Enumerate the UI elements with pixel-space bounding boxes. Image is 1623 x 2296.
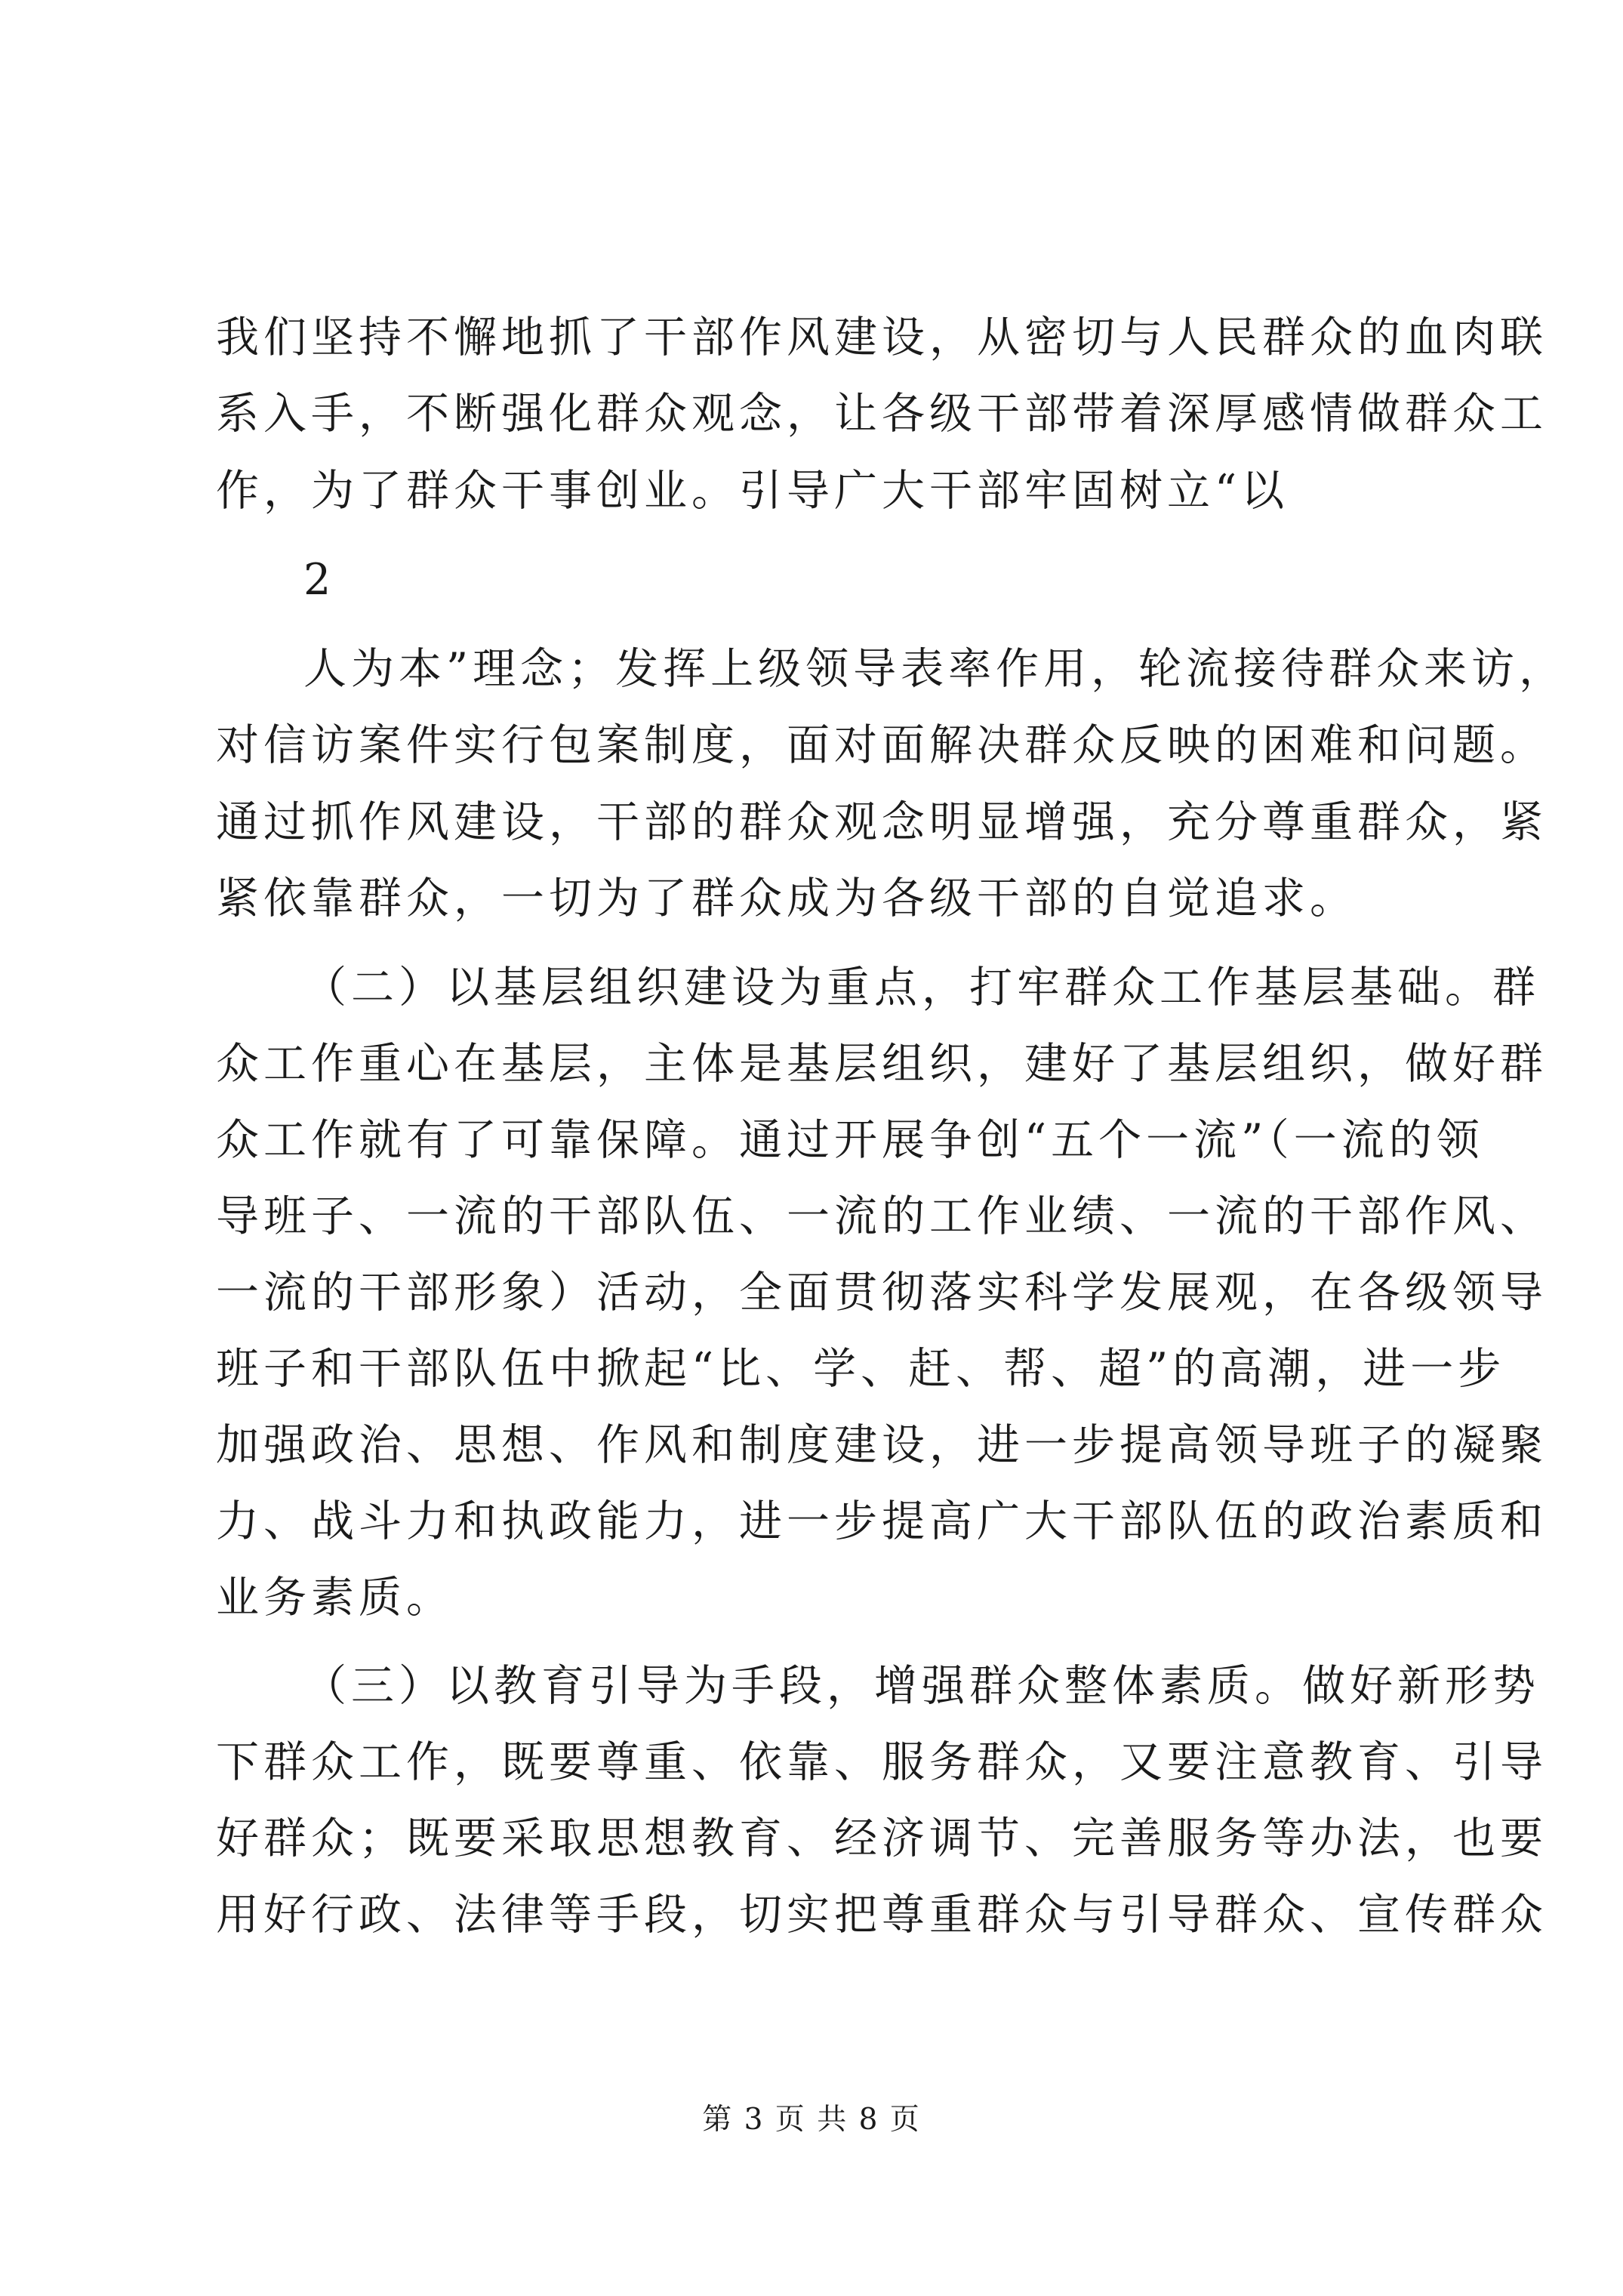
text-line: 用好行政、法律等手段，切实把尊重群众与引导群众、宣传群众 <box>216 1890 1548 1940</box>
text-line: 力、战斗力和执政能力，进一步提高广大干部队伍的政治素质和 <box>216 1496 1548 1546</box>
text-line: 通过抓作风建设，干部的群众观念明显增强，充分尊重群众，紧 <box>216 797 1548 847</box>
paragraph-heading-2: （二）以基层组织建设为重点，打牢群众工作基层基础。群 <box>303 963 1540 1012</box>
text-line: 加强政治、思想、作风和制度建设，进一步提高领导班子的凝聚 <box>216 1420 1548 1470</box>
page-footer: 第 3 页 共 8 页 <box>702 2103 921 2137</box>
text-line: 人为本”理念；发挥上级领导表率作用，轮流接待群众来访， <box>303 644 1567 694</box>
text-line: 好群众；既要采取思想教育、经济调节、完善服务等办法，也要 <box>216 1814 1548 1863</box>
text-line: 作，为了群众干事创业。引导广大干部牢固树立“以 <box>216 466 1289 516</box>
text-line: 紧依靠群众，一切为了群众成为各级干部的自觉追求。 <box>216 874 1357 923</box>
text-line: 一流的干部形象）活动，全面贯彻落实科学发展观，在各级领导 <box>216 1268 1548 1318</box>
text-line: 我们坚持不懈地抓了干部作风建设，从密切与人民群众的血肉联 <box>216 313 1548 362</box>
text-line: 下群众工作，既要尊重、依靠、服务群众，又要注意教育、引导 <box>216 1737 1548 1787</box>
text-line: 系入手，不断强化群众观念，让各级干部带着深厚感情做群众工 <box>216 389 1548 439</box>
text-line: 众工作重心在基层，主体是基层组织，建好了基层组织，做好群 <box>216 1039 1548 1089</box>
paragraph-heading-3: （三）以教育引导为手段，增强群众整体素质。做好新形势 <box>303 1661 1540 1711</box>
text-line: 众工作就有了可靠保障。通过开展争创“五个一流”（一流的领 <box>216 1115 1484 1165</box>
text-line: 业务素质。 <box>216 1573 454 1623</box>
text-line: 班子和干部队伍中掀起“比、学、赶、帮、超”的高潮，进一步 <box>216 1344 1506 1394</box>
text-line: 导班子、一流的干部队伍、一流的工作业绩、一流的干部作风、 <box>216 1191 1548 1241</box>
inline-page-number: 2 <box>303 555 331 605</box>
text-line: 对信访案件实行包案制度，面对面解决群众反映的困难和问题。 <box>216 720 1548 770</box>
